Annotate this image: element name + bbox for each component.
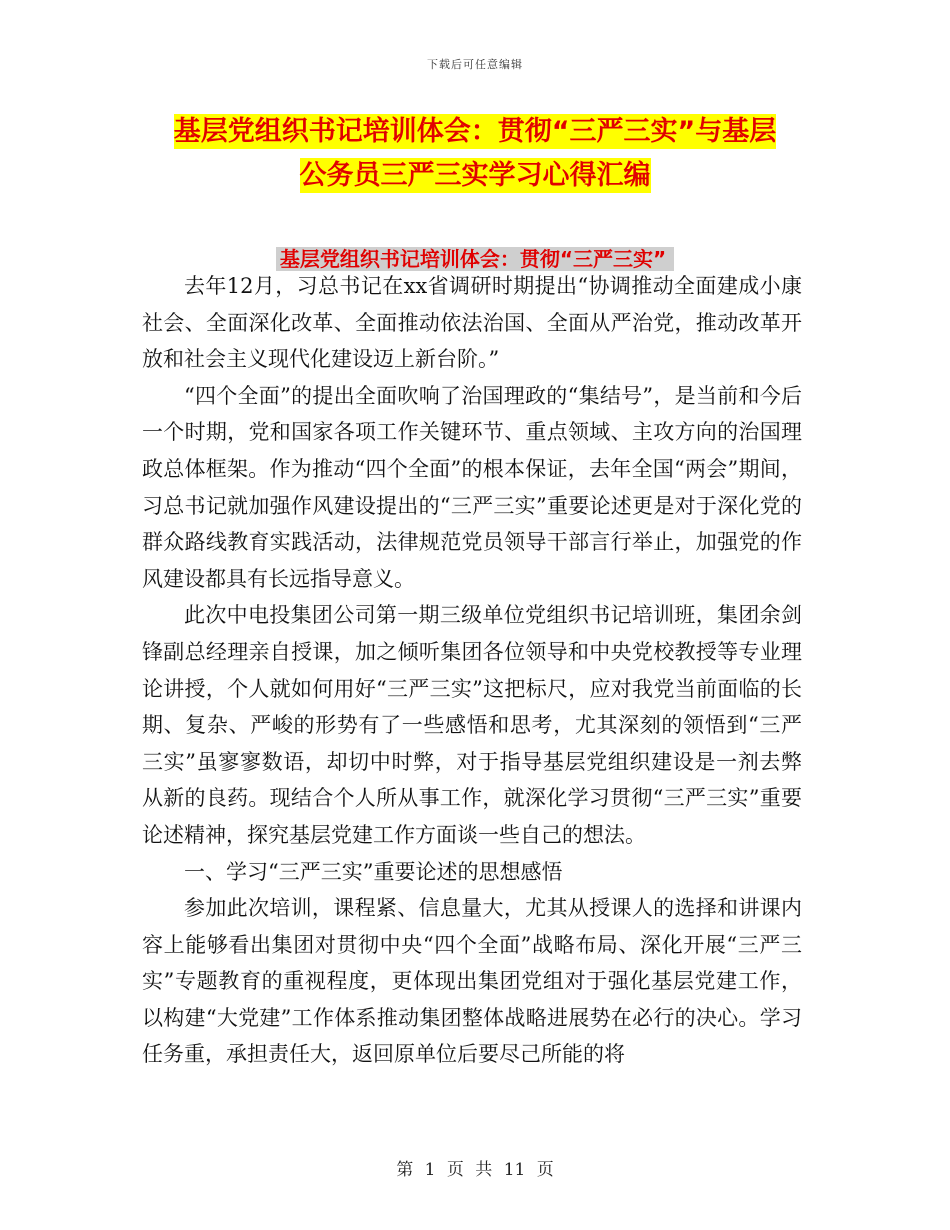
- section-title-text: 基层党组织书记培训体会：贯彻“三严三实”: [276, 247, 674, 271]
- paragraph: 参加此次培训，课程紧、信息量大，尤其从授课人的选择和讲课内容上能够看出集团对贯彻中央“四个全面”战略布局、深化开展“三严三实”专题教育的重视程度，更体现出集团党组对于强化基层党建工作，以构建“大党建”工作体系推动集团整体战略进展势在必行的决心。学习任务重，承担责任大，返回原单位后要尽己所能的将: [142, 896, 802, 1067]
- header-note: 下载后可任意编辑: [427, 58, 523, 71]
- subheading: 一、学习“三严三实”重要论述的思想感悟: [184, 859, 563, 884]
- paragraph: “四个全面”的提出全面吹响了治国理政的“集结号”，是当前和今后一个时期，党和国家各项工作关键环节、重点领域、主攻方向的治国理政总体框架。作为推动“四个全面”的根本保证，去年全国“两会”期间，习总书记就加强作风建设提出的“三严三实”重要论述更是对于深化党的群众路线教育实践活动，法律规范党员领导干部言行举止，加强党的作风建设都具有长远指导意义。: [142, 383, 802, 591]
- document-title-line-2: 公务员三严三实学习心得汇编: [299, 160, 651, 191]
- document-title: [140, 110, 810, 198]
- document-title-line-1: 基层党组织书记培训体会：贯彻“三严三实”与基层: [173, 116, 777, 147]
- paragraph: 此次中电投集团公司第一期三级单位党组织书记培训班，集团余剑锋副总经理亲自授课，加之倾听集团各位领导和中央党校教授等专业理论讲授，个人就如何用好“三严三实”这把标尺，应对我党当前面临的长期、复杂、严峻的形势有了一些感悟和思考，尤其深刻的领悟到“三严三实”虽寥寥数语，却切中时弊，对于指导基层党组织建设是一剂去弊从新的良药。现结合个人所从事工作，就深化学习贯彻“三严三实”重要论述精神，探究基层党建工作方面谈一些自己的想法。: [142, 603, 802, 847]
- body-text: [142, 268, 802, 1073]
- paragraph: 去年12月，习总书记在xx省调研时期提出“协调推动全面建成小康社会、全面深化改革、全面推动依法治国、全面从严治党，推动改革开放和社会主义现代化建设迈上新台阶。”: [142, 274, 802, 372]
- page-number: 第 1 页 共 11 页: [396, 1160, 554, 1180]
